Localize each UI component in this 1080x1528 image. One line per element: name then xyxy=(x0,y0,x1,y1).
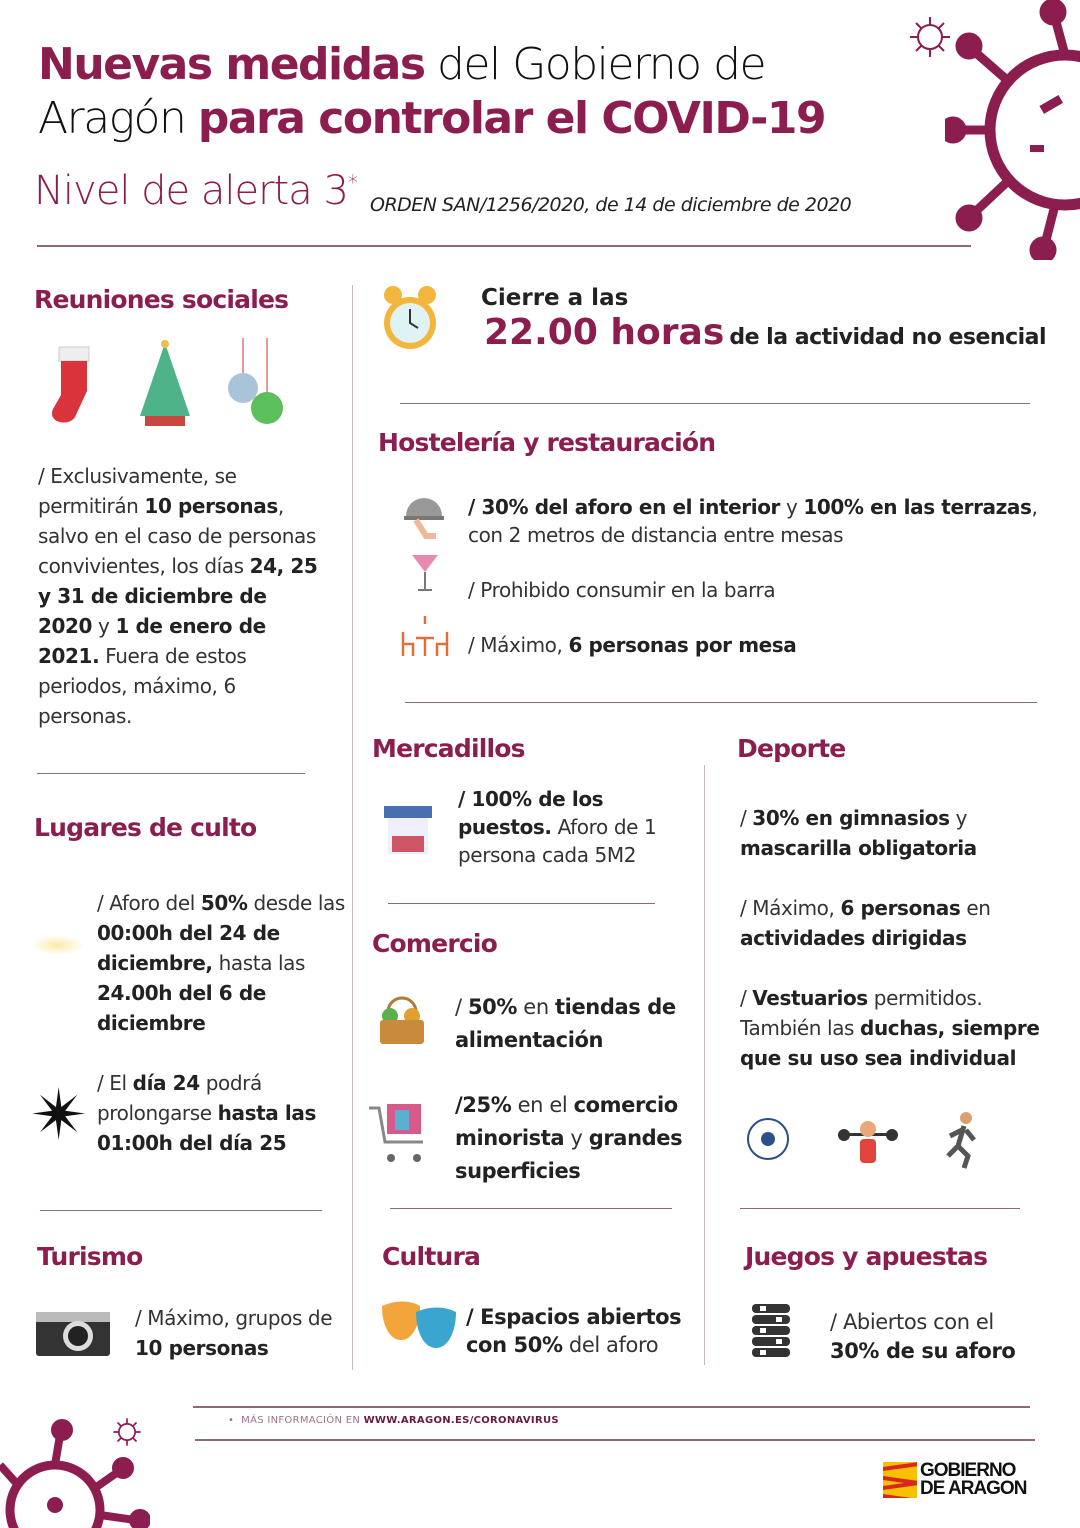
bold-text: 30% de su aforo xyxy=(830,1339,1016,1363)
divider xyxy=(388,903,655,904)
culto-item-2 xyxy=(97,1068,337,1158)
cierre-hour: 22.00 horas xyxy=(484,312,725,353)
bold-text: 10 personas xyxy=(144,494,278,518)
text-segment: / Abiertos con el xyxy=(830,1310,994,1334)
bold-text: comercio minorista xyxy=(455,1093,678,1150)
star-icon: ✴ xyxy=(30,1074,89,1156)
small-virus-icon xyxy=(110,1415,144,1449)
text-segment: y xyxy=(949,806,968,830)
bold-text: 24.00h del 6 de diciembre xyxy=(97,981,266,1035)
divider xyxy=(740,1208,1020,1209)
aragon-flag-icon xyxy=(883,1462,917,1498)
food-basket-icon xyxy=(376,992,428,1046)
shopping-cart-icon xyxy=(367,1100,431,1166)
market-stall-icon xyxy=(382,804,434,856)
heading-juegos: Juegos y apuestas xyxy=(745,1242,988,1271)
turismo-text xyxy=(135,1303,335,1363)
text-segment: / Máximo, grupos de xyxy=(135,1306,333,1330)
more-info-link[interactable]: WWW.ARAGON.ES/CORONAVIRUS xyxy=(363,1415,559,1426)
bold-text: tiendas de alimentación xyxy=(455,995,676,1052)
heading-deporte: Deporte xyxy=(737,734,846,763)
cierre-suffix: de la actividad no esencial xyxy=(729,325,1047,350)
divider xyxy=(40,1210,322,1211)
gobierno-aragon-logo xyxy=(883,1462,1026,1498)
theater-masks-icon xyxy=(380,1300,458,1352)
text-segment: podrá prolongarse xyxy=(97,1071,262,1125)
divider xyxy=(195,1439,1035,1441)
table-chairs-icon xyxy=(400,612,450,658)
bold-text: 50% xyxy=(200,891,248,915)
heading-mercadillos: Mercadillos xyxy=(372,734,525,763)
bold-text: 24, 25 y 31 de diciembre de 2020 xyxy=(38,554,318,638)
logo-line-1: GOBIERNO xyxy=(920,1460,1016,1481)
bold-text: 1 de enero de 2021. xyxy=(38,614,266,668)
text-segment: / Máximo, xyxy=(740,896,841,920)
divider xyxy=(405,702,1037,703)
text-segment: / Exclusivamente, se permitirán xyxy=(38,464,237,518)
text-segment: Fuera de estos periodos, máximo, 6 personas. xyxy=(38,644,247,728)
text-segment: / xyxy=(455,995,468,1019)
column-divider xyxy=(352,285,353,1370)
text-segment: hasta las xyxy=(212,951,306,975)
cultura-text xyxy=(466,1303,696,1359)
small-virus-icon xyxy=(905,12,955,62)
text-segment: , salvo en el caso de personas convivientes, los días xyxy=(38,494,316,578)
title-line-2 xyxy=(38,92,825,146)
virus-icon xyxy=(945,0,1080,260)
soccer-ball-icon xyxy=(747,1118,789,1160)
text-segment: en el xyxy=(511,1093,574,1117)
bold-text: mascarilla obligatoria xyxy=(740,836,977,860)
text-segment: , con 2 metros de distancia entre mesas xyxy=(468,495,1038,547)
cierre-time xyxy=(484,312,1046,353)
bold-text: 50% xyxy=(467,995,518,1019)
weightlifter-icon xyxy=(838,1115,898,1167)
divider xyxy=(193,1406,1030,1408)
divider xyxy=(390,1208,672,1209)
comercio-item-2 xyxy=(455,1089,700,1188)
christmas-tree-icon xyxy=(135,338,195,428)
stocking-icon xyxy=(45,342,100,427)
heading-turismo: Turismo xyxy=(37,1242,143,1271)
text-segment: del aforo xyxy=(562,1333,659,1357)
bold-text: para controlar el COVID-19 xyxy=(197,93,826,144)
deporte-item-3 xyxy=(740,983,1060,1073)
bold-text: Vestuarios xyxy=(752,986,868,1010)
alert-asterisk: * xyxy=(347,170,357,195)
cloche-icon xyxy=(402,490,446,540)
text-segment: / El xyxy=(97,1071,133,1095)
bold-text: 30% en gimnasios xyxy=(752,806,950,830)
text-segment: en xyxy=(517,995,556,1019)
mercadillos-text xyxy=(458,785,683,869)
alert-level-text: Nivel de alerta 3 xyxy=(34,168,348,214)
hosteleria-item-3 xyxy=(468,630,1028,660)
deporte-item-1 xyxy=(740,803,1060,863)
text-segment: y xyxy=(92,614,116,638)
bold-text: 00:00h del 24 de diciembre, xyxy=(97,921,280,975)
heading-reuniones: Reuniones sociales xyxy=(34,285,289,314)
ornaments-icon xyxy=(225,338,285,428)
glow-icon xyxy=(30,935,85,955)
text-segment: permitidos. También las xyxy=(740,986,983,1040)
text-segment: Aragón xyxy=(38,93,198,144)
bold-text: 6 personas por mesa xyxy=(568,633,797,657)
text-segment: desde las xyxy=(247,891,345,915)
heading-cultura: Cultura xyxy=(382,1242,481,1271)
cierre-label: Cierre a las xyxy=(481,285,629,311)
bullet: • xyxy=(228,1415,242,1426)
poker-chips-icon xyxy=(748,1302,794,1358)
bold-text: 10 personas xyxy=(135,1336,269,1360)
bold-text: / 100% de los puestos. xyxy=(458,787,604,839)
heading-comercio: Comercio xyxy=(372,929,498,958)
alarm-clock-icon xyxy=(380,283,440,358)
text-segment: y xyxy=(780,495,804,519)
bold-text: hasta las 01:00h del día 25 xyxy=(97,1101,316,1155)
heading-culto: Lugares de culto xyxy=(34,813,257,842)
bold-text: / Espacios abiertos con 50% xyxy=(466,1305,682,1357)
runner-icon xyxy=(940,1110,980,1170)
camera-icon xyxy=(36,1308,110,1356)
logo-line-2: DE ARAGON xyxy=(920,1478,1027,1499)
deporte-item-2 xyxy=(740,893,1060,953)
title-line-1 xyxy=(38,38,765,92)
text-segment: Aforo de 1 persona cada 5M2 xyxy=(458,815,657,867)
text-segment: del Gobierno de xyxy=(424,39,766,90)
bold-text: actividades dirigidas xyxy=(740,926,967,950)
heading-hosteleria: Hostelería y restauración xyxy=(378,428,716,457)
bold-text: 100% en las terrazas xyxy=(803,495,1032,519)
bold-text: 6 personas xyxy=(840,896,961,920)
column-divider xyxy=(704,765,705,1365)
reuniones-text xyxy=(38,461,323,731)
divider xyxy=(37,773,305,774)
bold-text: grandes superficies xyxy=(455,1126,683,1183)
bold-text: / 30% del aforo en el interior xyxy=(468,495,780,519)
more-info xyxy=(228,1415,559,1426)
bold-text: duchas, siempre que su uso sea individual xyxy=(740,1016,1040,1070)
order-reference: ORDEN SAN/1256/2020, de 14 de diciembre de 2020 xyxy=(370,194,852,216)
bold-text: día 24 xyxy=(132,1071,200,1095)
comercio-item-1 xyxy=(455,991,695,1057)
text-segment: / Prohibido consumir en la barra xyxy=(468,578,776,602)
bold-text: /25% xyxy=(455,1093,512,1117)
text-segment: / xyxy=(740,806,753,830)
text-segment: / Máximo, xyxy=(468,633,569,657)
culto-item-1 xyxy=(97,888,347,1038)
divider xyxy=(37,245,971,247)
juegos-text xyxy=(830,1308,1030,1366)
text-segment: en xyxy=(960,896,991,920)
hosteleria-item-1 xyxy=(468,493,1038,549)
text-segment: / xyxy=(740,986,753,1010)
divider xyxy=(400,403,1030,404)
hosteleria-item-2 xyxy=(468,575,1028,605)
text-segment: / Aforo del xyxy=(97,891,201,915)
bold-text: Nuevas medidas xyxy=(38,39,425,90)
cocktail-icon xyxy=(410,550,440,595)
alert-level xyxy=(34,168,357,214)
text-segment: y xyxy=(564,1126,589,1150)
more-info-prefix: MÁS INFORMACIÓN EN xyxy=(241,1415,364,1426)
